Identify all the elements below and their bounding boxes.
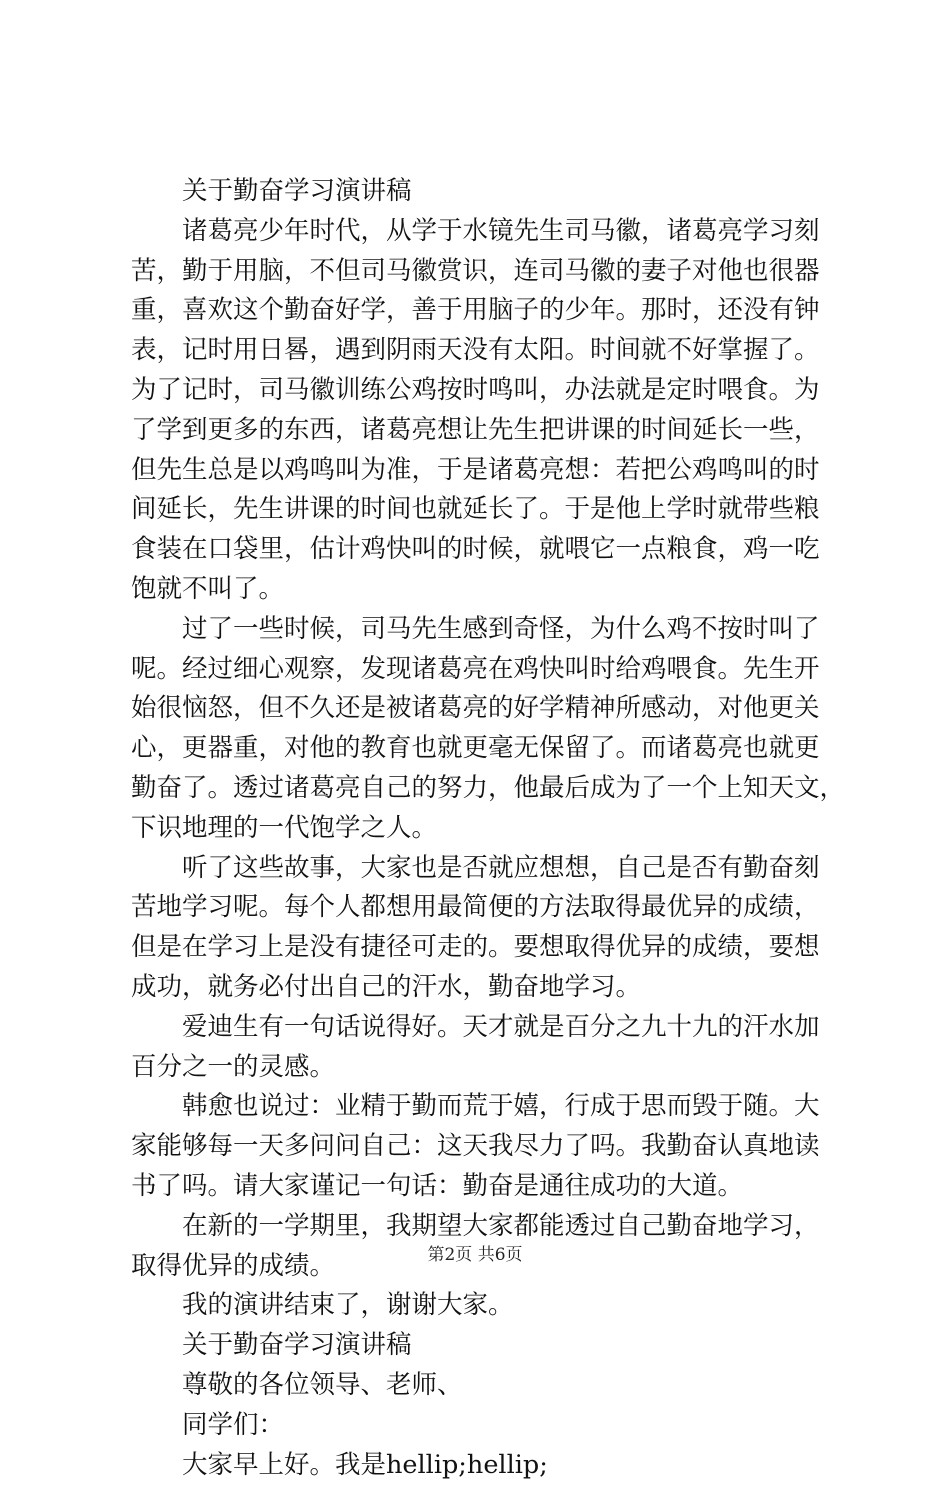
text-line: 但是在学习上是没有捷径可走的。要想取得优异的成绩，要想	[131, 928, 849, 968]
text-line: 同学们：	[131, 1406, 849, 1446]
page-number-footer: 第2页 共6页	[0, 1243, 950, 1267]
text-line: 大家早上好。我是hellip;hellip;	[131, 1446, 849, 1485]
text-line: 下识地理的一代饱学之人。	[131, 809, 849, 849]
text-line: 尊敬的各位领导、老师、	[131, 1366, 849, 1406]
text-line: 书了吗。请大家谨记一句话：勤奋是通往成功的大道。	[131, 1167, 849, 1207]
text-line: 听了这些故事，大家也是否就应想想，自己是否有勤奋刻	[131, 849, 849, 889]
text-line: 取得优异的成绩。	[131, 1247, 849, 1287]
text-line: 诸葛亮少年时代，从学于水镜先生司马徽，诸葛亮学习刻	[131, 212, 849, 252]
text-line: 关于勤奋学习演讲稿	[131, 172, 849, 212]
text-line: 成功，就务必付出自己的汗水，勤奋地学习。	[131, 968, 849, 1008]
text-line: 为了记时，司马徽训练公鸡按时鸣叫，办法就是定时喂食。为	[131, 371, 849, 411]
text-line: 在新的一学期里，我期望大家都能透过自己勤奋地学习，	[131, 1207, 849, 1247]
text-line: 爱迪生有一句话说得好。天才就是百分之九十九的汗水加	[131, 1008, 849, 1048]
text-line: 苦，勤于用脑，不但司马徽赏识，连司马徽的妻子对他也很器	[131, 252, 849, 292]
text-line: 但先生总是以鸡鸣叫为准，于是诸葛亮想：若把公鸡鸣叫的时	[131, 451, 849, 491]
text-line: 饱就不叫了。	[131, 570, 849, 610]
text-line: 呢。经过细心观察，发现诸葛亮在鸡快叫时给鸡喂食。先生开	[131, 650, 849, 690]
text-line: 家能够每一天多问问自己：这天我尽力了吗。我勤奋认真地读	[131, 1127, 849, 1167]
text-line: 勤奋了。透过诸葛亮自己的努力，他最后成为了一个上知天文，	[131, 769, 849, 809]
text-line: 百分之一的灵感。	[131, 1048, 849, 1088]
text-line: 食装在口袋里，估计鸡快叫的时候，就喂它一点粮食，鸡一吃	[131, 530, 849, 570]
text-line: 心，更器重，对他的教育也就更毫无保留了。而诸葛亮也就更	[131, 729, 849, 769]
text-line: 我的演讲结束了，谢谢大家。	[131, 1286, 849, 1326]
text-line: 过了一些时候，司马先生感到奇怪，为什么鸡不按时叫了	[131, 610, 849, 650]
text-line: 间延长，先生讲课的时间也就延长了。于是他上学时就带些粮	[131, 490, 849, 530]
text-line: 韩愈也说过：业精于勤而荒于嬉，行成于思而毁于随。大	[131, 1087, 849, 1127]
text-line: 苦地学习呢。每个人都想用最简便的方法取得最优异的成绩，	[131, 888, 849, 928]
text-line: 了学到更多的东西，诸葛亮想让先生把讲课的时间延长一些，	[131, 411, 849, 451]
text-line: 始很恼怒，但不久还是被诸葛亮的好学精神所感动，对他更关	[131, 689, 849, 729]
text-line: 重，喜欢这个勤奋好学，善于用脑子的少年。那时，还没有钟	[131, 291, 849, 331]
document-body	[131, 172, 849, 1485]
text-line: 表，记时用日晷，遇到阴雨天没有太阳。时间就不好掌握了。	[131, 331, 849, 371]
text-line: 关于勤奋学习演讲稿	[131, 1326, 849, 1366]
